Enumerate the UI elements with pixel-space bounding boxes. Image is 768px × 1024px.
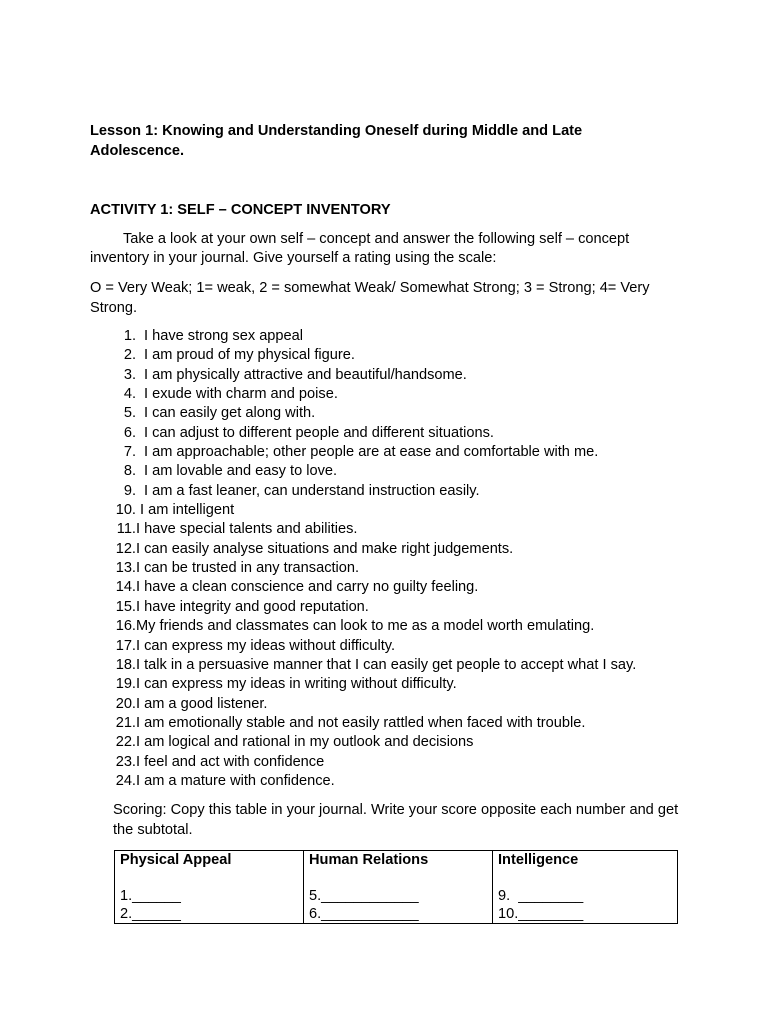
item-number: 11. (116, 521, 136, 538)
list-item (90, 695, 636, 714)
item-number: 12. (115, 540, 136, 557)
list-item (90, 772, 636, 791)
item-number: 14. (115, 579, 136, 596)
item-number: 16. (115, 618, 136, 635)
item-number: 2. (123, 347, 136, 364)
item-text: I am lovable and easy to love. (144, 463, 338, 480)
item-text: I am physically attractive and beautiful/handsome. (144, 366, 467, 383)
item-text: I am a mature with confidence. (136, 772, 335, 789)
item-text: I can express my ideas without difficulty. (136, 637, 396, 654)
list-item (90, 617, 636, 636)
item-text: I have a clean conscience and carry no guilty feeling. (136, 579, 479, 596)
list-item (90, 753, 636, 772)
table-cell-intelligence (493, 851, 678, 924)
table-row (115, 851, 678, 924)
score-line: 9. ________ (498, 888, 584, 904)
item-text: I am intelligent (136, 502, 235, 519)
item-text: I am logical and rational in my outlook and decisions (136, 734, 474, 751)
item-text: I am a fast leaner, can understand instruction easily. (144, 482, 480, 499)
list-item (90, 327, 636, 346)
item-number: 1. (123, 328, 136, 344)
list-item (90, 501, 636, 520)
item-number: 22. (115, 734, 136, 751)
item-number: 18. (115, 656, 136, 673)
item-text: I can express my ideas in writing without difficulty. (136, 676, 457, 693)
column-header: Physical Appeal (120, 852, 232, 868)
item-number: 8. (123, 463, 136, 480)
list-item (90, 462, 636, 481)
item-text: My friends and classmates can look to me as a model worth emulating. (136, 618, 595, 635)
scoring-instructions: Scoring: Copy this table in your journal. Write your score opposite each number and get the subtotal. (113, 802, 679, 838)
item-number: 5. (123, 405, 136, 422)
item-number: 13. (115, 560, 136, 577)
list-item (90, 424, 636, 443)
list-item (90, 540, 636, 559)
item-number: 21. (115, 714, 136, 731)
list-item (90, 520, 636, 539)
item-number: 3. (123, 366, 136, 383)
item-text: I have special talents and abilities. (136, 521, 358, 538)
item-number: 6. (123, 424, 136, 441)
activity-title: ACTIVITY 1: SELF – CONCEPT INVENTORY (90, 202, 391, 218)
item-text: I am emotionally stable and not easily rattled when faced with trouble. (136, 714, 586, 731)
item-number: 9. (123, 482, 136, 499)
list-item (90, 385, 636, 404)
item-text: I can be trusted in any transaction. (136, 560, 360, 577)
inventory-list (90, 327, 636, 791)
item-text: I talk in a persuasive manner that I can easily get people to accept what I say. (136, 656, 637, 673)
column-header: Human Relations (309, 852, 429, 868)
item-number: 24. (115, 772, 136, 789)
list-item (90, 366, 636, 385)
rating-scale: O = Very Weak; 1= weak, 2 = somewhat Weak/ Somewhat Strong; 3 = Strong; 4= Very Strong. (90, 280, 650, 316)
table-cell-human-relations (304, 851, 493, 924)
item-number: 20. (115, 695, 136, 712)
item-number: 19. (115, 676, 136, 693)
list-item (90, 404, 636, 423)
item-number: 17. (115, 637, 136, 654)
item-number: 10. (115, 502, 136, 519)
list-item (90, 559, 636, 578)
list-item (90, 637, 636, 656)
list-item (90, 656, 636, 675)
list-item (90, 346, 636, 365)
score-table (114, 850, 678, 924)
list-item (90, 578, 636, 597)
item-number: 23. (115, 753, 136, 770)
lesson-title: Lesson 1: Knowing and Understanding Oneself during Middle and Late Adolescence. (90, 123, 583, 159)
intro-paragraph: Take a look at your own self – concept and answer the following self – concept inventory in your journal. Give yourself a rating using the scale: (90, 231, 630, 266)
item-number: 7. (123, 444, 136, 461)
item-text: I can adjust to different people and different situations. (144, 424, 494, 441)
item-text: I am proud of my physical figure. (144, 347, 355, 364)
list-item (90, 598, 636, 617)
item-number: 4. (123, 386, 136, 403)
list-item (90, 482, 636, 501)
item-text: I am a good listener. (136, 695, 268, 712)
score-line: 10.________ (498, 906, 584, 922)
list-item (90, 714, 636, 733)
item-text: I can easily get along with. (144, 405, 316, 422)
item-text: I have strong sex appeal (144, 328, 304, 344)
table-cell-physical-appeal (115, 851, 304, 924)
item-text: I have integrity and good reputation. (136, 598, 369, 615)
list-item (90, 675, 636, 694)
score-line: 5.____________ (309, 888, 419, 904)
item-text: I can easily analyse situations and make right judgements. (136, 540, 514, 557)
score-line: 2.______ (120, 906, 181, 922)
list-item (90, 443, 636, 462)
column-header: Intelligence (498, 852, 579, 868)
item-text: I feel and act with confidence (136, 753, 325, 770)
score-line: 6.____________ (309, 906, 419, 922)
item-number: 15. (115, 598, 136, 615)
item-text: I am approachable; other people are at ease and comfortable with me. (144, 444, 599, 461)
score-line: 1.______ (120, 888, 181, 904)
item-text: I exude with charm and poise. (144, 386, 338, 403)
list-item (90, 733, 636, 752)
